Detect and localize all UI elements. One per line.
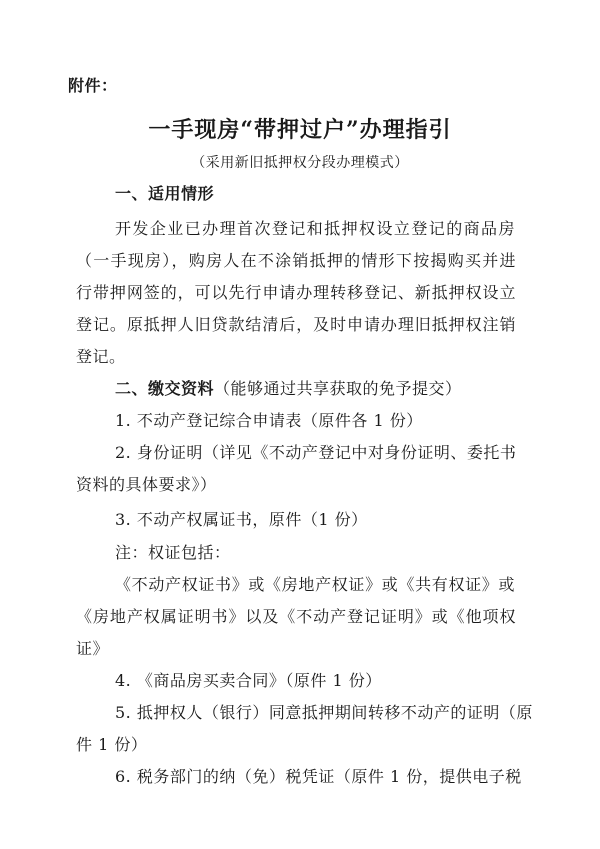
page-subtitle: （采用新旧抵押权分段办理模式） xyxy=(191,155,409,171)
section-1-line: （一手现房），购房人在不涂销抵押的情形下按揭购买并进 xyxy=(76,251,516,270)
material-item: 2. 身份证明（详见《不动产登记中对身份证明、委托书 xyxy=(115,443,517,462)
section-2-heading-text: 二、缴交资料 xyxy=(115,379,215,398)
section-2-heading-note: （能够通过共享获取的免予提交） xyxy=(214,379,462,398)
material-item: 1. 不动产登记综合申请表（原件各 1 份） xyxy=(115,411,423,430)
note-line: 《房地产权属证明书》以及《不动产登记证明》或《他项权 xyxy=(76,607,516,626)
material-item: 4. 《商品房买卖合同》（原件 1 份） xyxy=(115,671,382,690)
section-1-line: 登记。原抵押人旧贷款结清后，及时申请办理旧抵押权注销 xyxy=(76,315,516,334)
note-label: 注：权证包括： xyxy=(115,543,231,562)
material-item: 6. 税务部门的纳（免）税凭证（原件 1 份，提供电子税 xyxy=(115,767,522,786)
note-line: 《不动产权证书》或《房地产权证》或《共有权证》或 xyxy=(115,575,515,594)
section-1-heading: 一、适用情形 xyxy=(115,184,215,203)
material-item: 5. 抵押权人（银行）同意抵押期间转移不动产的证明（原 xyxy=(115,703,533,722)
section-1-line: 登记。 xyxy=(76,347,126,366)
page-title: 一手现房“带押过户”办理指引 xyxy=(148,117,452,143)
section-2-heading xyxy=(115,379,462,399)
section-1-line: 开发企业已办理首次登记和抵押权设立登记的商品房 xyxy=(115,219,515,238)
material-item-continued: 件 1 份） xyxy=(76,735,148,754)
note-line: 证》 xyxy=(76,639,110,658)
section-1-line: 行带押网签的，可以先行申请办理转移登记、新抵押权设立 xyxy=(76,283,516,302)
material-item-continued: 资料的具体要求》） xyxy=(76,475,217,494)
attachment-label: 附件： xyxy=(68,76,118,95)
material-item: 3. 不动产权属证书，原件（1 份） xyxy=(115,510,368,529)
